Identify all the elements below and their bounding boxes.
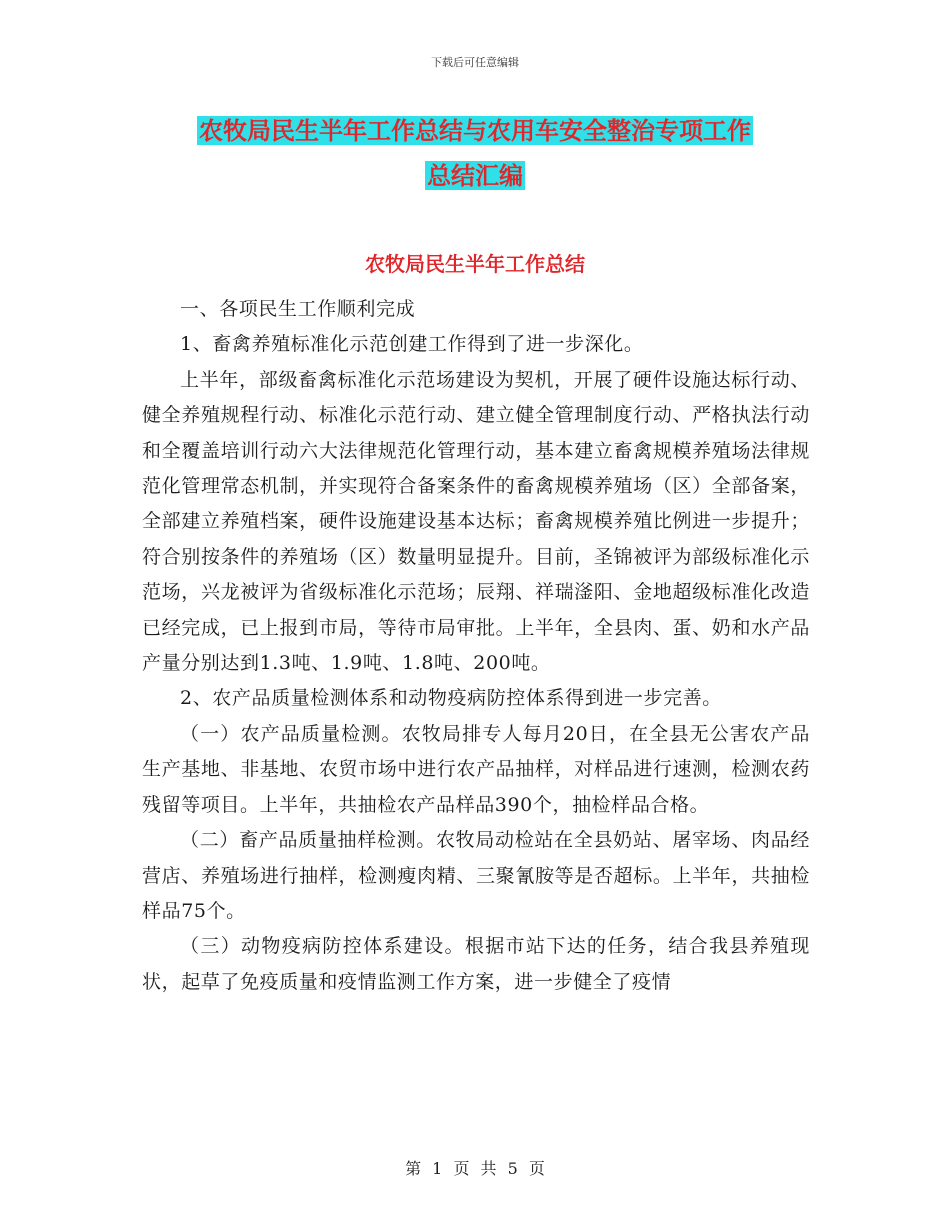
document-title-line-2: 总结汇编: [427, 161, 523, 190]
paragraph: （二）畜产品质量抽样检测。农牧局动检站在全县奶站、屠宰场、肉品经营店、养殖场进行抽样，检测瘦肉精、三聚氰胺等是否超标。上半年，共抽检样品75个。: [142, 829, 810, 922]
document-title: [0, 108, 950, 198]
page-header: 下载后可任意编辑: [431, 56, 519, 69]
heading-1: 一、各项民生工作顺利完成: [180, 298, 416, 320]
document-title-line-1: 农牧局民生半年工作总结与农用车安全整治专项工作: [199, 116, 751, 145]
paragraph: （一）农产品质量检测。农牧局排专人每月20日，在全县无公害农产品生产基地、非基地、农贸市场中进行农产品抽样，对样品进行速测，检测农药残留等项目。上半年，共抽检农产品样品390个，抽检样品合格。: [142, 722, 810, 816]
section-title: 农牧局民生半年工作总结: [365, 252, 585, 276]
subheading-1: 1、畜禽养殖标准化示范创建工作得到了进一步深化。: [180, 333, 644, 356]
subheading-2: 2、农产品质量检测体系和动物疫病防控体系得到进一步完善。: [180, 687, 722, 710]
paragraph: 上半年，部级畜禽标准化示范场建设为契机，开展了硬件设施达标行动、健全养殖规程行动、标准化示范行动、建立健全管理制度行动、严格执法行动和全覆盖培训行动六大法律规范化管理行动，基本建立畜禽规模养殖场法律规范化管理常态机制，并实现符合备案条件的畜禽规模养殖场（区）全部备案，全部建立养殖档案，硬件设施建设基本达标；畜禽规模养殖比例进一步提升；符合别按条件的养殖场（区）数量明显提升。目前，圣锦被评为部级标准化示范场，兴龙被评为省级标准化示范场；辰翔、祥瑞滏阳、金地超级标准化改造已经完成，已上报到市局，等待市局审批。上半年，全县肉、蛋、奶和水产品产量分别达到1.3吨、1.9吨、1.8吨、200吨。: [142, 368, 810, 675]
paragraph: （三）动物疫病防控体系建设。根据市站下达的任务，结合我县养殖现状，起草了免疫质量和疫情监测工作方案，进一步健全了疫情: [142, 935, 810, 993]
page-footer: 第 1 页 共 5 页: [405, 1159, 545, 1178]
document-body: [142, 292, 810, 1000]
